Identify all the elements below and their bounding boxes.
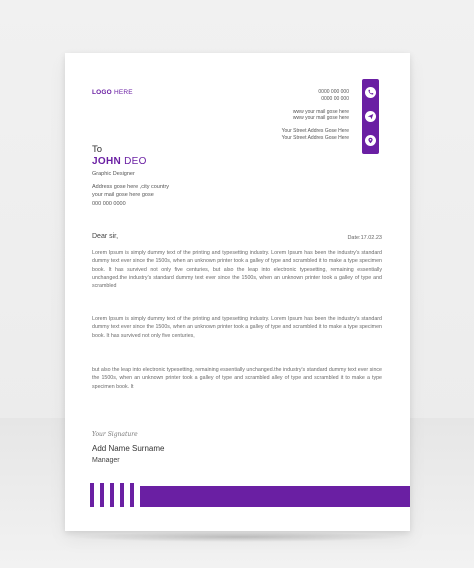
- letter-date: Date:17.02.23: [347, 235, 382, 241]
- footer-stripe: [130, 483, 134, 507]
- footer-stripe: [120, 483, 124, 507]
- footer-bar: [140, 486, 410, 507]
- send-icon: [365, 111, 376, 122]
- recipient-to: To: [92, 144, 103, 155]
- recipient-name: [92, 156, 147, 167]
- address-line-1: Your Street Addres Gose Here: [281, 128, 349, 135]
- recipient-address-line: Address gose here ,city country: [92, 184, 170, 190]
- recipient-last-name: DEO: [124, 156, 147, 167]
- recipient-role: Graphic Designer: [92, 171, 135, 177]
- logo-bold-text: LOGO: [92, 89, 112, 96]
- logo: [92, 89, 133, 96]
- recipient-email-line: your mail gose here gose: [92, 192, 154, 199]
- phone-line-2: 0000 00 000: [321, 95, 349, 102]
- location-icon: [365, 135, 376, 146]
- logo-rest-text: HERE: [113, 89, 133, 96]
- email-line-1: www your mail gose here: [292, 108, 349, 115]
- recipient-phone-line: 000 000 0000: [92, 200, 126, 207]
- phone-icon: [365, 87, 376, 98]
- footer-stripe: [90, 483, 94, 507]
- email-group: [282, 109, 349, 122]
- body-paragraph-1: Lorem Ipsum is simply dummy text of the printing and typesetting industry. Lorem Ipsum has been the industry's standard dummy text ever since the 1500s, when an unknown printer took a galley of type and scrambled it to make a type specimen book. It has survived not only five centuries, but also the leap into electronic typesetting, remaining essentially unchanged.the industry's standard dummy text ever since the 1500s, when an unknown printer took a galley of type and scrambled: [92, 250, 382, 290]
- body-paragraph-2: Lorem Ipsum is simply dummy text of the printing and typesetting industry. Lorem Ipsum has been the industry's standard dummy text ever since the 1500s, when an unknown printer took a galley of type and scrambled it to make a type specimen book. It has survived not only five centuries,: [92, 316, 382, 339]
- signature-name: Add Name Surname: [92, 444, 165, 453]
- footer-stripe: [110, 483, 114, 507]
- address-group: [282, 128, 349, 141]
- address-line-2: Your Street Addres Gose Here: [281, 134, 349, 141]
- greeting: Dear sir,: [92, 233, 119, 240]
- recipient-address: [92, 183, 169, 208]
- contact-info: [282, 89, 349, 148]
- body-paragraph-3: but also the leap into electronic typesetting, remaining essentially unchanged.the industry's standard dummy text ever since the 1500s, when an unknown printer took a galley of type and scrambled alley of type and scrambled it to make a type specimen book. It: [92, 367, 382, 390]
- page-shadow: [70, 532, 404, 542]
- recipient-first-name: JOHN: [92, 156, 121, 167]
- email-line-2: www your mail gose here: [292, 115, 349, 122]
- phone-group: [282, 89, 349, 102]
- phone-line-1: 0000 000 000: [318, 89, 349, 95]
- contact-icon-bar: [362, 79, 379, 154]
- signature-script: Your Signature: [92, 431, 138, 438]
- letterhead-page: [65, 53, 410, 531]
- footer-stripe: [100, 483, 104, 507]
- signature-role: Manager: [92, 457, 120, 464]
